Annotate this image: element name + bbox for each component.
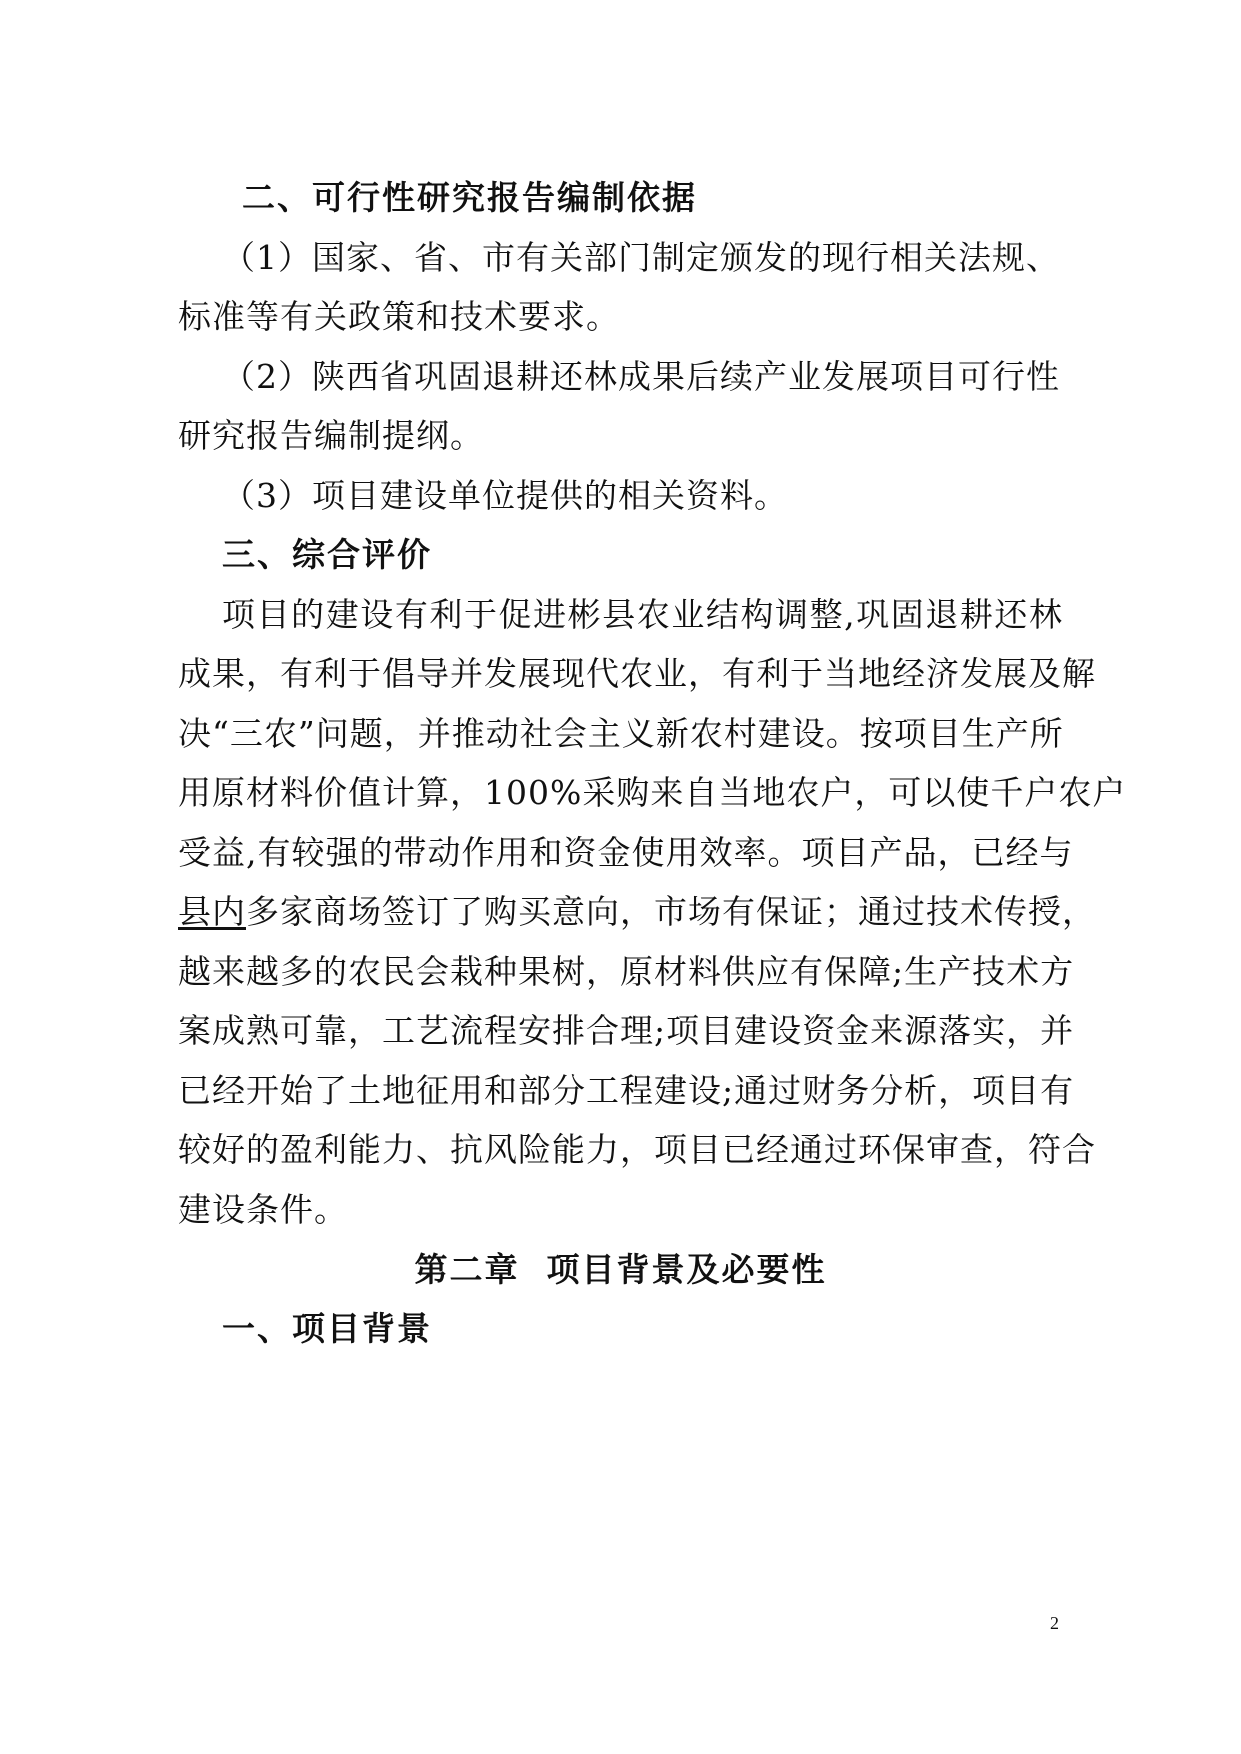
underlined-text: 县内 — [178, 892, 246, 931]
page-number: 2 — [1050, 1613, 1059, 1633]
evaluation-line-7: 越来越多的农民会栽种果树，原材料供应有保障;生产技术方 — [178, 952, 1075, 991]
evaluation-line-4: 用原材料价值计算，100%采购来自当地农户，可以使千户农户 — [178, 773, 1127, 812]
chapter-title: 第二章 项目背景及必要性 — [414, 1250, 827, 1289]
evaluation-line-8: 案成熟可靠，工艺流程安排合理;项目建设资金来源落实，并 — [178, 1011, 1075, 1050]
basis-item-3: （3）项目建设单位提供的相关资料。 — [222, 476, 788, 515]
evaluation-line-2: 成果，有利于倡导并发展现代农业，有利于当地经济发展及解 — [178, 654, 1096, 693]
section-heading-evaluation: 三、综合评价 — [222, 535, 432, 574]
evaluation-line-9: 已经开始了土地征用和部分工程建设;通过财务分析，项目有 — [178, 1071, 1075, 1110]
basis-item-2-line-2: 研究报告编制提纲。 — [178, 416, 484, 455]
evaluation-line-1: 项目的建设有利于促进彬县农业结构调整,巩固退耕还林 — [222, 595, 1063, 634]
basis-item-2-line-1: （2）陕西省巩固退耕还林成果后续产业发展项目可行性 — [222, 357, 1060, 396]
basis-item-1-line-1: （1）国家、省、市有关部门制定颁发的现行相关法规、 — [222, 238, 1060, 277]
section-heading-basis: 二、可行性研究报告编制依据 — [242, 178, 697, 217]
basis-item-1-line-2: 标准等有关政策和技术要求。 — [178, 297, 620, 336]
evaluation-line-6-rest: 多家商场签订了购买意向，市场有保证；通过技术传授， — [246, 892, 1096, 931]
evaluation-line-10: 较好的盈利能力、抗风险能力，项目已经通过环保审查，符合 — [178, 1130, 1096, 1169]
evaluation-line-3: 决“三农”问题，并推动社会主义新农村建设。按项目生产所 — [178, 714, 1064, 753]
section-heading-background: 一、项目背景 — [222, 1309, 432, 1348]
evaluation-line-11: 建设条件。 — [178, 1190, 348, 1229]
evaluation-line-5: 受益,有较强的带动作用和资金使用效率。项目产品，已经与 — [178, 833, 1074, 872]
evaluation-line-6 — [178, 892, 1096, 932]
